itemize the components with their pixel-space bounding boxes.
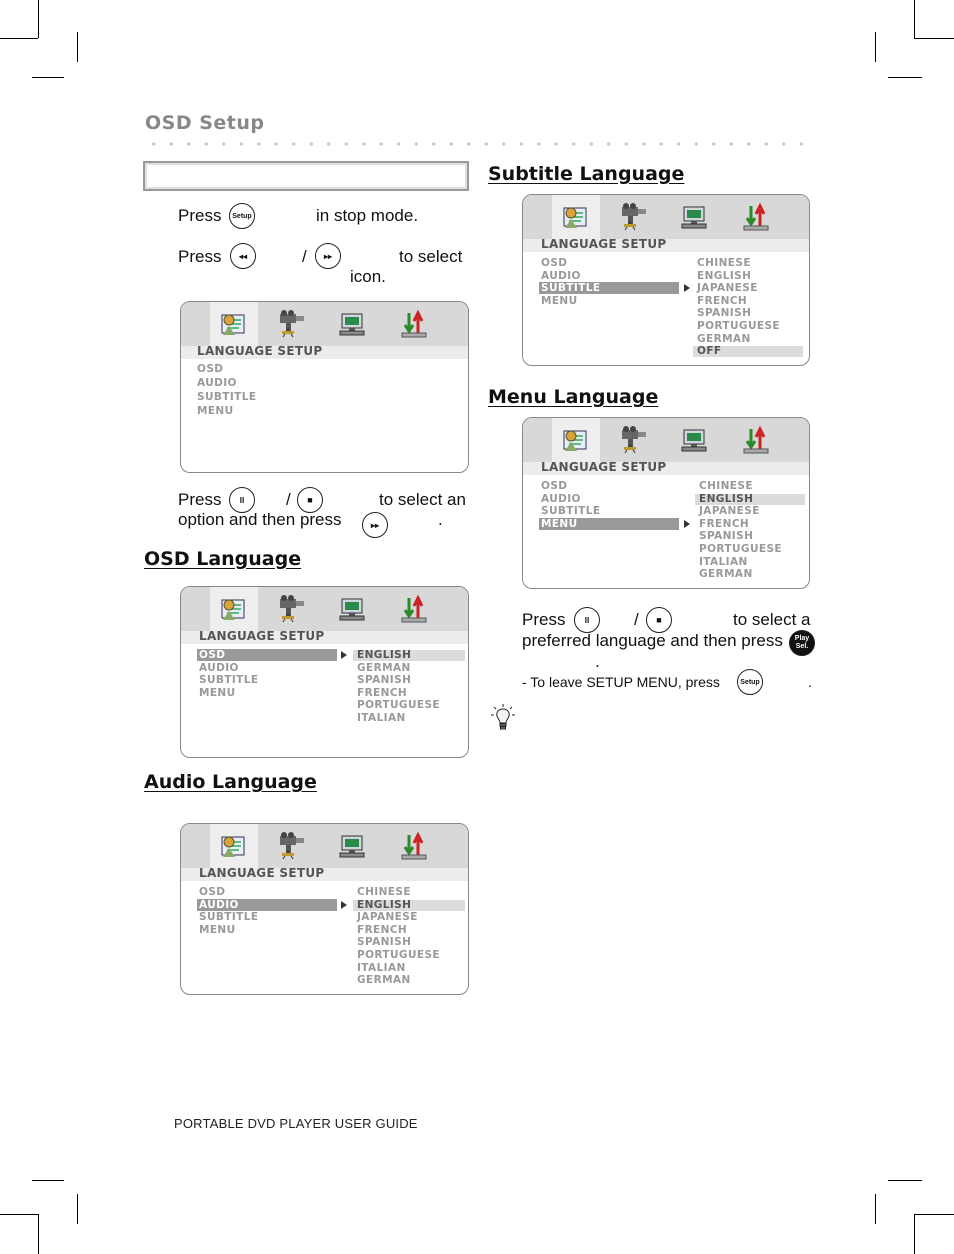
selection-arrow-icon <box>684 284 690 292</box>
menu-item-audio: AUDIO <box>541 492 581 505</box>
crop-mark <box>38 1214 39 1254</box>
setup-button-icon: Setup <box>229 203 255 229</box>
video-camera-icon <box>619 425 649 455</box>
footer-text: PORTABLE DVD PLAYER USER GUIDE <box>174 1116 418 1131</box>
video-camera-icon <box>277 309 307 339</box>
language-icon <box>561 425 591 455</box>
language-icon <box>219 309 249 339</box>
language-option: GERMAN <box>357 661 411 674</box>
screen-header-label: LANGUAGE SETUP <box>541 237 667 251</box>
menu-item-menu: MENU <box>539 518 679 530</box>
right-press: Press <box>522 610 566 629</box>
video-camera-icon <box>277 594 307 624</box>
language-option: JAPANESE <box>699 505 760 518</box>
language-icon <box>219 594 249 624</box>
menu-item-audio: AUDIO <box>199 661 239 674</box>
period: . <box>808 674 812 690</box>
stop-button-icon: ■ <box>297 487 323 513</box>
monitor-icon <box>337 831 367 861</box>
monitor-icon <box>679 425 709 455</box>
language-option: ENGLISH <box>697 269 752 282</box>
intro-to-select-an: to select an <box>379 490 466 509</box>
menu-item-subtitle: SUBTITLE <box>197 391 257 403</box>
language-option: OFF <box>697 345 722 358</box>
setup-button-icon: Setup <box>737 669 763 695</box>
crop-mark <box>0 38 38 39</box>
menu-item-subtitle: SUBTITLE <box>539 282 679 294</box>
intro-stop-mode: in stop mode. <box>316 206 419 225</box>
menu-item-subtitle: SUBTITLE <box>199 911 259 924</box>
crop-mark <box>914 1214 954 1215</box>
screen-header <box>181 868 468 881</box>
menu-item-menu: MENU <box>199 686 236 699</box>
video-camera-icon <box>277 831 307 861</box>
note-leave-setup: - To leave SETUP MENU, press <box>522 674 720 690</box>
intro-to-select: to select <box>399 247 463 266</box>
screen-header-label: LANGUAGE SETUP <box>541 460 667 474</box>
language-option: CHINESE <box>357 886 411 898</box>
menu-item-subtitle: SUBTITLE <box>199 674 259 687</box>
pause-button-icon: II <box>574 607 600 633</box>
crop-mark <box>888 1180 922 1181</box>
slash: / <box>634 610 639 629</box>
audio-arrows-icon <box>399 594 429 624</box>
language-option: GERMAN <box>697 332 751 345</box>
period: . <box>438 510 443 529</box>
crop-mark <box>32 1180 64 1181</box>
video-camera-icon <box>619 202 649 232</box>
audio-arrows-icon <box>399 831 429 861</box>
screen-header-label: LANGUAGE SETUP <box>197 344 323 358</box>
right-preferred-language: preferred language and then press <box>522 631 783 650</box>
osd-screen-subtitle-language <box>522 194 810 366</box>
language-icon <box>561 202 591 232</box>
page-title: OSD Setup <box>145 112 265 134</box>
crop-mark <box>888 77 922 78</box>
monitor-icon <box>337 309 367 339</box>
crop-mark <box>914 38 954 39</box>
selection-arrow-icon <box>341 901 347 909</box>
pause-button-icon: II <box>229 487 255 513</box>
heading-subtitle-language: Subtitle Language <box>488 163 685 185</box>
heading-osd-language: OSD Language <box>144 548 302 570</box>
language-option: JAPANESE <box>357 911 418 924</box>
crop-mark <box>0 1214 38 1215</box>
menu-item-audio: AUDIO <box>197 377 237 389</box>
language-option: JAPANESE <box>697 282 758 295</box>
intro-press-3: Press <box>178 490 222 509</box>
language-option: SPANISH <box>357 936 412 949</box>
screen-header <box>523 239 809 252</box>
screen-header <box>181 631 468 644</box>
crop-mark <box>875 1194 876 1224</box>
screen-header <box>181 346 468 359</box>
intro-press-1: Press <box>178 206 222 225</box>
audio-arrows-icon <box>741 425 771 455</box>
period: . <box>595 652 600 671</box>
language-option: ENGLISH <box>699 492 754 505</box>
slash: / <box>302 247 307 266</box>
language-option: PORTUGUESE <box>357 949 440 961</box>
language-option: ITALIAN <box>357 712 406 724</box>
language-option: GERMAN <box>699 568 753 581</box>
menu-item-menu: MENU <box>541 294 578 307</box>
play-select-button-icon: Play Sel. <box>789 630 815 656</box>
language-icon <box>219 831 249 861</box>
osd-screen-menu-language <box>522 417 810 589</box>
language-option: PORTUGUESE <box>697 320 780 332</box>
audio-arrows-icon <box>399 309 429 339</box>
section-label-box <box>143 161 469 191</box>
language-option: FRENCH <box>697 294 748 307</box>
language-option: ITALIAN <box>357 961 406 974</box>
language-option: GERMAN <box>357 974 411 987</box>
screen-header-label: LANGUAGE SETUP <box>199 866 325 880</box>
osd-screen-audio-language <box>180 823 469 995</box>
heading-menu-language: Menu Language <box>488 386 659 408</box>
language-option: PORTUGUESE <box>357 699 440 712</box>
selection-arrow-icon <box>341 651 347 659</box>
language-option: FRENCH <box>699 517 750 530</box>
monitor-icon <box>679 202 709 232</box>
language-option: SPANISH <box>699 530 754 543</box>
menu-item-osd: OSD <box>541 257 568 269</box>
selection-arrow-icon <box>684 520 690 528</box>
menu-item-audio: AUDIO <box>541 269 581 282</box>
language-option: PORTUGUESE <box>699 543 782 555</box>
crop-mark <box>77 1194 78 1224</box>
language-option: CHINESE <box>697 257 751 269</box>
crop-mark <box>32 77 64 78</box>
menu-item-osd: OSD <box>197 363 224 375</box>
screen-header <box>523 462 809 475</box>
heading-audio-language: Audio Language <box>144 771 317 793</box>
lightbulb-tip-icon <box>490 703 516 731</box>
audio-arrows-icon <box>741 202 771 232</box>
crop-mark <box>875 32 876 62</box>
menu-item-osd: OSD <box>541 480 568 492</box>
menu-item-osd: OSD <box>199 886 226 898</box>
intro-press-2: Press <box>178 247 222 266</box>
language-option: ENGLISH <box>357 898 412 911</box>
fast-forward-button-icon: ▸▸ <box>315 243 341 269</box>
osd-screen-osd-language <box>180 586 469 758</box>
osd-screen-general <box>180 301 469 473</box>
language-option: SPANISH <box>697 307 752 320</box>
stop-button-icon: ■ <box>646 607 672 633</box>
menu-item-menu: MENU <box>199 923 236 936</box>
crop-mark <box>914 1214 915 1254</box>
screen-header-label: LANGUAGE SETUP <box>199 629 325 643</box>
fast-forward-button-icon: ▸▸ <box>362 512 388 538</box>
rewind-button-icon: ◂◂ <box>230 243 256 269</box>
language-option: FRENCH <box>357 923 408 936</box>
intro-icon: icon. <box>350 267 386 286</box>
menu-item-audio: AUDIO <box>197 899 337 911</box>
menu-item-menu: MENU <box>197 405 234 417</box>
intro-option-press: option and then press <box>178 510 342 529</box>
menu-item-osd: OSD <box>197 649 337 661</box>
language-option: ENGLISH <box>357 649 412 661</box>
crop-mark <box>38 0 39 38</box>
slash: / <box>286 490 291 509</box>
language-option: SPANISH <box>357 674 412 687</box>
right-to-select-a: to select a <box>733 610 811 629</box>
language-option: ITALIAN <box>699 555 748 568</box>
monitor-icon <box>337 594 367 624</box>
menu-item-subtitle: SUBTITLE <box>541 505 601 518</box>
dotted-divider <box>145 142 805 146</box>
crop-mark <box>914 0 915 38</box>
language-option: FRENCH <box>357 686 408 699</box>
language-option: CHINESE <box>699 480 753 492</box>
crop-mark <box>77 32 78 62</box>
